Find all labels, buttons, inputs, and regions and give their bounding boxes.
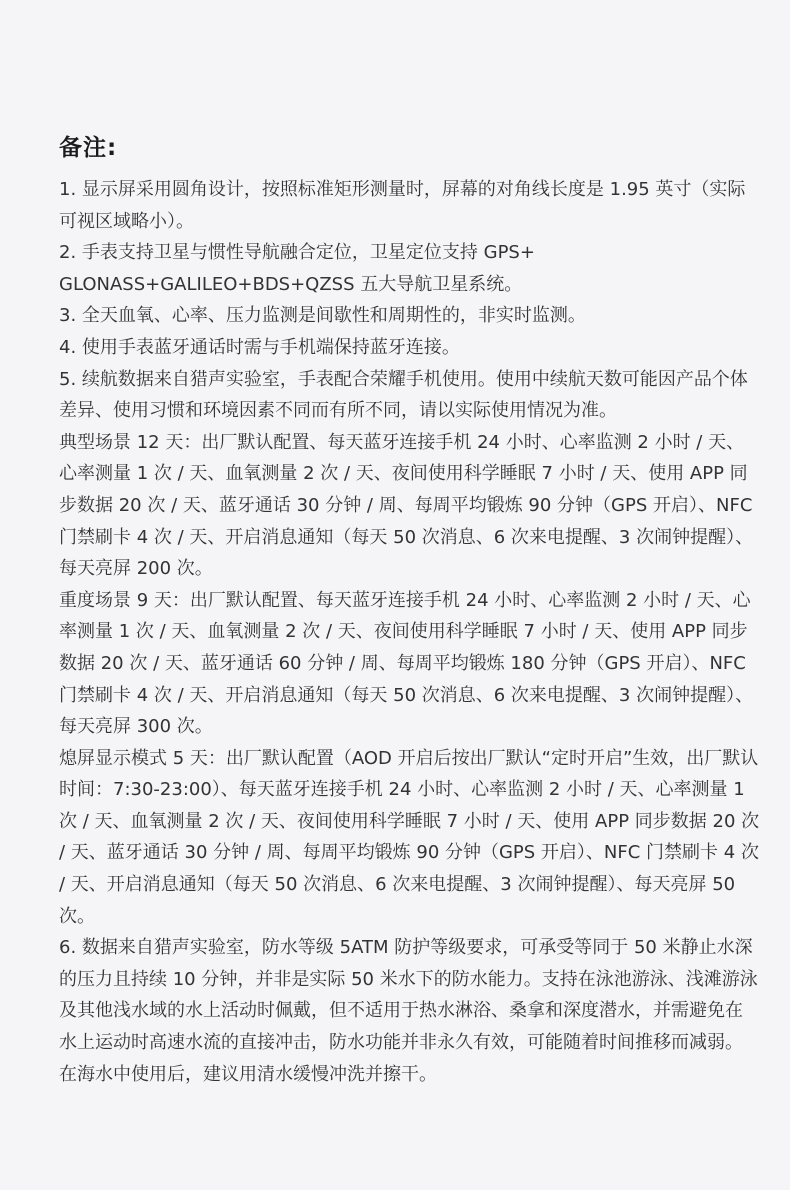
note-1: 1. 显示屏采用圆角设计，按照标准矩形测量时，屏幕的对角线长度是 1.95 英寸（实际可视区域略小）。	[59, 179, 746, 232]
note-6: 6. 数据来自猎声实验室，防水等级 5ATM 防护等级要求，可承受等同于 50 米静止水深的压力且持续 10 分钟，并非是实际 50 米水下的防水能力。支持在泳池游泳、浅滩游泳及其他浅水域的水上活动时佩戴，但不适用于热水淋浴、桑拿和深度潜水，并需避免在水上运动时高速水流的直接冲击，防水功能并非永久有效，可能随着时间推移而减弱。在海水中使用后，建议用清水缓慢冲洗并擦干。	[59, 937, 758, 1085]
heavy-scenario: 重度场景 9 天：出厂默认配置、每天蓝牙连接手机 24 小时、心率监测 2 小时 / 天、心率测量 1 次 / 天、血氧测量 2 次 / 天、夜间使用科学睡眠 7 小时 / 天、使用 APP 同步数据 20 次 / 天、蓝牙通话 60 分钟 / 周、每周平均锻炼 180 分钟（GPS 开启）、NFC 门禁刷卡 4 次 / 天、开启消息通知（每天 50 次消息、6 次来电提醒、3 次闹钟提醒）、每天亮屏 300 次。	[59, 589, 754, 738]
aod-scenario: 熄屏显示模式 5 天：出厂默认配置（AOD 开启后按出厂默认“定时开启”生效，出厂默认时间：7:30-23:00）、每天蓝牙连接手机 24 小时、心率监测 2 小时 / 天、心率测量 1 次 / 天、血氧测量 2 次 / 天、夜间使用科学睡眠 7 小时 / 天、使用 APP 同步数据 20 次 / 天、蓝牙通话 30 分钟 / 周、每周平均锻炼 90 分钟（GPS 开启）、NFC 门禁刷卡 4 次 / 天、开启消息通知（每天 50 次消息、6 次来电提醒、3 次闹钟提醒）、每天亮屏 50 次。	[59, 747, 760, 927]
typical-scenario: 典型场景 12 天：出厂默认配置、每天蓝牙连接手机 24 小时、心率监测 2 小时 / 天、心率测量 1 次 / 天、血氧测量 2 次 / 天、夜间使用科学睡眠 7 小时 / 天、使用 APP 同步数据 20 次 / 天、蓝牙通话 30 分钟 / 周、每周平均锻炼 90 分钟（GPS 开启）、NFC 门禁刷卡 4 次 / 天、开启消息通知（每天 50 次消息、6 次来电提醒、3 次闹钟提醒）、每天亮屏 200 次。	[59, 431, 754, 580]
notes-list	[59, 174, 760, 1090]
note-3: 3. 全天血氧、心率、压力监测是间歇性和周期性的，非实时监测。	[59, 305, 586, 327]
notes-title: 备注:	[59, 135, 118, 161]
note-5: 5. 续航数据来自猎声实验室，手表配合荣耀手机使用。使用中续航天数可能因产品个体差异、使用习惯和环境因素不同而有所不同，请以实际使用情况为准。	[59, 368, 748, 422]
note-2: 2. 手表支持卫星与惯性导航融合定位，卫星定位支持 GPS+ GLONASS+GALILEO+BDS+QZSS 五大导航卫星系统。	[59, 242, 535, 295]
note-4: 4. 使用手表蓝牙通话时需与手机端保持蓝牙连接。	[59, 336, 460, 358]
